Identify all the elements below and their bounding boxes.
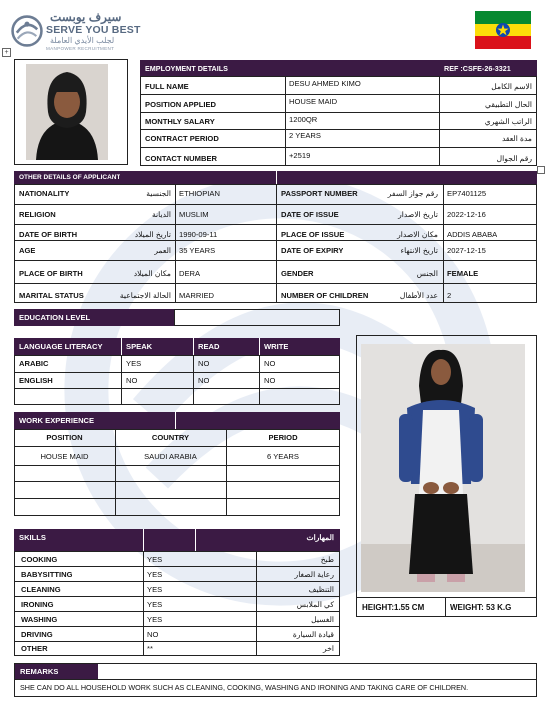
employment-value: HOUSE MAID xyxy=(289,97,338,106)
other-label: MARITAL STATUS xyxy=(19,291,84,300)
other-value: MARRIED xyxy=(179,291,215,300)
other-label: NATIONALITY xyxy=(19,189,70,198)
other-label-ar: الجنسية xyxy=(146,189,171,198)
other-value: 2 xyxy=(447,291,452,300)
logo-arabic-subtitle: لجلب الأيدي العاملة xyxy=(50,36,115,45)
work-country: SAUDI ARABIA xyxy=(144,452,197,461)
language-col-header: WRITE xyxy=(264,342,289,351)
other-label: DATE OF ISSUE xyxy=(281,210,339,219)
skill-name: COOKING xyxy=(21,555,58,564)
other-value: FEMALE xyxy=(447,269,479,278)
skill-value: YES xyxy=(147,555,163,564)
skill-value: YES xyxy=(147,585,163,594)
employment-label: CONTACT NUMBER xyxy=(145,154,217,163)
other-value: ADDIS ABABA xyxy=(447,230,498,239)
passport-photo xyxy=(26,64,108,160)
skill-name: WASHING xyxy=(21,615,58,624)
employment-label: FULL NAME xyxy=(145,82,189,91)
other-value: EP7401125 xyxy=(447,189,487,198)
language-name: ENGLISH xyxy=(19,376,53,385)
other-value: 35 YEARS xyxy=(179,246,216,255)
skills-header-ar: المهارات xyxy=(262,533,334,542)
other-details-header: OTHER DETAILS OF APPLICANT xyxy=(19,174,121,181)
logo-swirl-icon xyxy=(10,14,44,48)
skill-value: YES xyxy=(147,570,163,579)
skill-name-ar: كي الملابس xyxy=(296,600,334,609)
skill-name: DRIVING xyxy=(21,630,53,639)
education-value-cell xyxy=(174,309,340,326)
work-col-header: COUNTRY xyxy=(151,433,190,442)
other-label: PLACE OF ISSUE xyxy=(281,230,345,239)
other-label-ar: عدد الأطفال xyxy=(399,291,438,300)
language-col-header: READ xyxy=(198,342,220,351)
other-label-ar: تاريخ الميلاد xyxy=(134,230,171,239)
other-value: DERA xyxy=(179,269,201,278)
other-label-ar: تاريخ الاصدار xyxy=(398,210,438,219)
employment-ref: REF :CSFE-26-3321 xyxy=(444,64,511,73)
other-label-ar: الجنس xyxy=(416,269,438,278)
remarks-text: SHE CAN DO ALL HOUSEHOLD WORK SUCH AS CLEANING, COOKING, WASHING AND IRONING AND TAKING CARE OF CHILDREN. xyxy=(20,683,469,692)
skill-name-ar: الغسيل xyxy=(311,615,334,624)
other-value: ETHIOPIAN xyxy=(179,189,220,198)
employment-label: CONTRACT PERIOD xyxy=(145,134,219,143)
other-label: NUMBER OF CHILDREN xyxy=(281,291,369,300)
table-resize-handle[interactable] xyxy=(537,166,545,174)
skill-name: OTHER xyxy=(21,644,48,653)
language-table xyxy=(14,355,340,405)
language-write: NO xyxy=(264,376,276,385)
other-label: DATE OF EXPIRY xyxy=(281,246,344,255)
work-header: WORK EXPERIENCE xyxy=(19,416,95,425)
language-read: NO xyxy=(198,376,210,385)
skill-value: NO xyxy=(147,630,159,639)
employment-label-ar: الراتب الشهري xyxy=(484,117,532,126)
weight-value: WEIGHT: 53 K.G xyxy=(450,603,512,612)
other-label: PLACE OF BIRTH xyxy=(19,269,83,278)
work-table xyxy=(14,429,340,516)
skill-name: IRONING xyxy=(21,600,54,609)
language-read: NO xyxy=(198,359,210,368)
other-label-ar: الديانة xyxy=(151,210,171,219)
logo-name: SERVE YOU BEST xyxy=(46,24,141,36)
employment-label-ar: الاسم الكامل xyxy=(491,82,532,91)
remarks-header: REMARKS xyxy=(20,667,59,676)
skill-name-ar: اخر xyxy=(323,644,334,653)
other-label-ar: العمر xyxy=(154,246,171,255)
language-speak: YES xyxy=(126,359,142,368)
table-move-handle[interactable]: + xyxy=(2,48,11,57)
skill-value: YES xyxy=(147,615,163,624)
other-value: MUSLIM xyxy=(179,210,209,219)
skill-name-ar: التنظيف xyxy=(308,585,334,594)
language-speak: NO xyxy=(126,376,138,385)
other-label: PASSPORT NUMBER xyxy=(281,189,358,198)
language-write: NO xyxy=(264,359,276,368)
other-label-ar: تاريخ الانتهاء xyxy=(400,246,438,255)
employment-value: 2 YEARS xyxy=(289,131,321,140)
height-value: HEIGHT:1.55 CM xyxy=(362,603,425,612)
employment-label: MONTHLY SALARY xyxy=(145,117,215,126)
work-period: 6 YEARS xyxy=(267,452,299,461)
employment-label-ar: مدة العقد xyxy=(501,134,532,143)
other-label: AGE xyxy=(19,246,36,255)
education-header: EDUCATION LEVEL xyxy=(19,313,91,322)
other-label: GENDER xyxy=(281,269,314,278)
employment-value: DESU AHMED KIMO xyxy=(289,79,361,88)
other-label: DATE OF BIRTH xyxy=(19,230,78,239)
full-body-photo xyxy=(361,344,525,592)
employment-label-ar: رقم الجوال xyxy=(496,154,532,163)
other-label-ar: مكان الميلاد xyxy=(133,269,171,278)
logo-subtitle: MANPOWER RECRUITMENT xyxy=(46,46,115,51)
other-label: RELIGION xyxy=(19,210,56,219)
skill-value: YES xyxy=(147,600,163,609)
language-col-header: LANGUAGE LITERACY xyxy=(19,342,103,351)
other-value: 1990-09-11 xyxy=(179,230,218,239)
other-label-ar: مكان الاصدار xyxy=(397,230,438,239)
language-name: ARABIC xyxy=(19,359,49,368)
skill-name: BABYSITTING xyxy=(21,570,73,579)
skill-name: CLEANING xyxy=(21,585,61,594)
skill-name-ar: طبخ xyxy=(320,555,334,564)
work-col-header: PERIOD xyxy=(268,433,298,442)
employment-header: EMPLOYMENT DETAILS xyxy=(145,64,228,73)
employment-value: 1200QR xyxy=(289,115,318,124)
work-position: HOUSE MAID xyxy=(40,452,89,461)
employment-value: +2519 xyxy=(289,151,311,160)
employment-label: POSITION APPLIED xyxy=(145,100,217,109)
employment-label-ar: الحال التطبيقي xyxy=(485,100,532,109)
other-label-ar: رقم جواز السفر xyxy=(387,189,438,198)
other-label-ar: الحالة الاجتماعية xyxy=(119,291,171,300)
skill-name-ar: رعاية الصغار xyxy=(294,570,334,579)
other-value: 2022-12-16 xyxy=(447,210,486,219)
skill-value: ** xyxy=(147,644,153,653)
other-value: 2027-12-15 xyxy=(447,246,486,255)
skill-name-ar: قيادة السيارة xyxy=(292,630,334,639)
language-col-header: SPEAK xyxy=(126,342,153,351)
ethiopia-flag-icon xyxy=(475,11,531,49)
skills-header: SKILLS xyxy=(19,533,47,542)
logo-arabic-name: سيرف يوبست xyxy=(50,10,122,24)
work-col-header: POSITION xyxy=(46,433,83,442)
